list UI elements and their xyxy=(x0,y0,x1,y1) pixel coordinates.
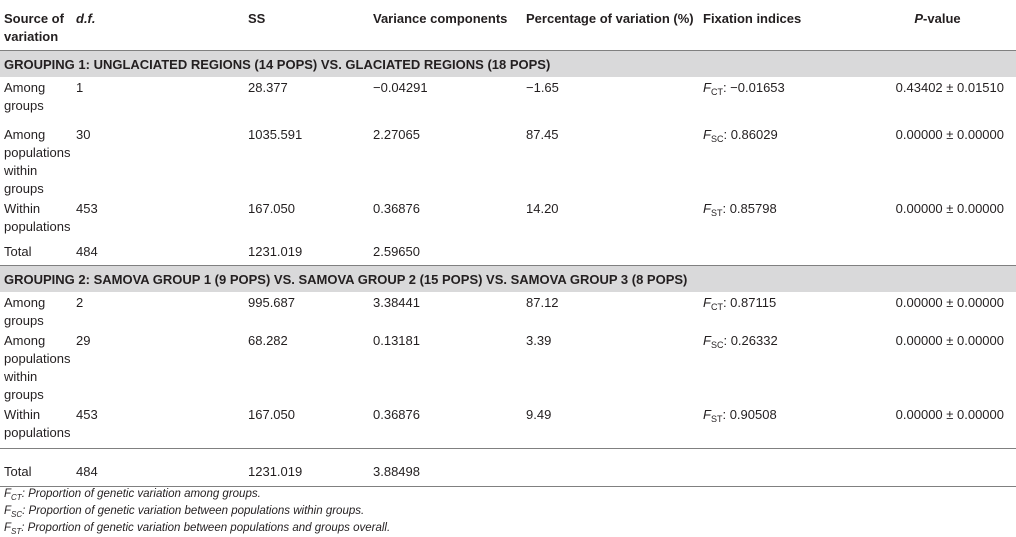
footnote-fsc: $F_{SC}$: Proportion of genetic variation between populations within groups. xyxy=(4,505,365,519)
table-row xyxy=(0,77,1016,124)
table-row xyxy=(0,404,1016,448)
header-source: Source of variation xyxy=(0,0,72,50)
fixation-subscript: ST xyxy=(710,208,723,218)
fixation-symbol: F xyxy=(703,201,711,216)
cell-p-value: 0.00000 ± 0.00000 xyxy=(895,295,1004,310)
cell-percentage: 3.39 xyxy=(526,333,552,348)
fixation-value: : 0.85798 xyxy=(722,201,777,216)
cell-percentage: −1.65 xyxy=(526,80,559,95)
table-row xyxy=(0,198,1016,241)
cell-p-value: 0.00000 ± 0.00000 xyxy=(895,127,1004,142)
cell-df: 29 xyxy=(76,333,91,348)
header-percentage: Percentage of variation (%) xyxy=(522,0,699,50)
cell-variance: 0.13181 xyxy=(373,333,420,348)
header-variance: Variance components xyxy=(369,0,522,50)
cell-percentage: 87.12 xyxy=(526,295,559,310)
group-1-title: GROUPING 1: UNGLACIATED REGIONS (14 POPS) VS. GLACIATED REGIONS (18 POPS) xyxy=(0,50,1016,77)
cell-ss: 995.687 xyxy=(248,295,295,310)
cell-fixation xyxy=(699,292,859,330)
cell-fixation xyxy=(699,330,859,404)
fixation-subscript: ST xyxy=(710,414,723,424)
cell-variance: 2.59650 xyxy=(373,244,420,259)
cell-source: Among populations within groups xyxy=(4,333,71,402)
cell-df: 1 xyxy=(76,80,84,95)
cell-variance: 3.88498 xyxy=(369,448,522,486)
fixation-value: : 0.26332 xyxy=(723,333,778,348)
cell-source: Among populations within groups xyxy=(4,127,71,196)
cell-variance: 0.36876 xyxy=(373,201,420,216)
footnote-fct: $F_{CT}$: Proportion of genetic variation among groups. xyxy=(4,488,261,502)
fixation-value: : −0.01653 xyxy=(722,80,785,95)
cell-df: 30 xyxy=(76,127,91,142)
fixation-subscript: CT xyxy=(710,302,723,312)
table-row-total xyxy=(0,448,1016,486)
header-p-rest: -value xyxy=(923,11,961,26)
cell-ss: 1231.019 xyxy=(244,448,369,486)
fixation-symbol: F xyxy=(703,407,711,422)
cell-ss: 167.050 xyxy=(248,201,295,216)
cell-source: Among groups xyxy=(4,295,46,328)
fixation-subscript: SC xyxy=(710,340,724,350)
cell-source: Within populations xyxy=(4,407,71,440)
header-ss: SS xyxy=(244,0,369,50)
cell-p-value: 0.43402 ± 0.01510 xyxy=(895,80,1004,95)
table-row-total xyxy=(0,241,1016,265)
header-df: d.f. xyxy=(72,0,244,50)
cell-variance: 3.38441 xyxy=(373,295,420,310)
cell-fixation xyxy=(699,77,859,124)
cell-source: Within populations xyxy=(4,201,71,234)
table-row xyxy=(0,330,1016,404)
group-heading-row xyxy=(0,50,1016,77)
cell-variance: −0.04291 xyxy=(373,80,428,95)
cell-percentage: 14.20 xyxy=(526,201,559,216)
cell-percentage: 87.45 xyxy=(526,127,559,142)
cell-df: 453 xyxy=(76,201,98,216)
cell-df: 484 xyxy=(72,448,244,486)
cell-df: 484 xyxy=(76,244,98,259)
header-fixation: Fixation indices xyxy=(699,0,859,50)
cell-source: Total xyxy=(0,448,72,486)
cell-fixation xyxy=(699,124,859,198)
group-heading-row xyxy=(0,265,1016,292)
cell-ss: 68.282 xyxy=(248,333,288,348)
cell-p-value: 0.00000 ± 0.00000 xyxy=(895,333,1004,348)
fixation-value: : 0.90508 xyxy=(722,407,777,422)
footnote-fst: $F_{ST}$: Proportion of genetic variation between populations and groups overall. xyxy=(4,522,391,536)
cell-variance: 0.36876 xyxy=(373,407,420,422)
header-p-value xyxy=(859,0,1016,50)
table-footnotes xyxy=(4,486,390,537)
fixation-symbol: F xyxy=(703,333,711,348)
cell-df: 453 xyxy=(76,407,98,422)
table-row xyxy=(0,292,1016,330)
cell-variance: 2.27065 xyxy=(373,127,420,142)
cell-ss: 1231.019 xyxy=(248,244,303,259)
cell-p-value: 0.00000 ± 0.00000 xyxy=(895,201,1004,216)
cell-df: 2 xyxy=(76,295,84,310)
cell-source: Among groups xyxy=(4,80,46,113)
fixation-symbol: F xyxy=(703,127,711,142)
group-2-title: GROUPING 2: SAMOVA GROUP 1 (9 POPS) VS. SAMOVA GROUP 2 (15 POPS) VS. SAMOVA GROUP 3 (8 POPS) xyxy=(0,265,1016,292)
cell-fixation xyxy=(699,404,859,448)
fixation-subscript: CT xyxy=(710,87,723,97)
fixation-value: : 0.86029 xyxy=(723,127,778,142)
cell-ss: 28.377 xyxy=(248,80,288,95)
fixation-subscript: SC xyxy=(710,134,724,144)
table-row xyxy=(0,124,1016,198)
header-p-italic: P xyxy=(914,11,924,26)
fixation-symbol: F xyxy=(703,80,711,95)
cell-fixation xyxy=(699,198,859,241)
fixation-symbol: F xyxy=(703,295,711,310)
cell-ss: 1035.591 xyxy=(248,127,303,142)
cell-percentage: 9.49 xyxy=(526,407,552,422)
cell-source: Total xyxy=(4,244,32,259)
cell-p-value: 0.00000 ± 0.00000 xyxy=(895,407,1004,422)
cell-ss: 167.050 xyxy=(248,407,295,422)
header-row xyxy=(0,0,1016,50)
fixation-value: : 0.87115 xyxy=(722,295,777,310)
